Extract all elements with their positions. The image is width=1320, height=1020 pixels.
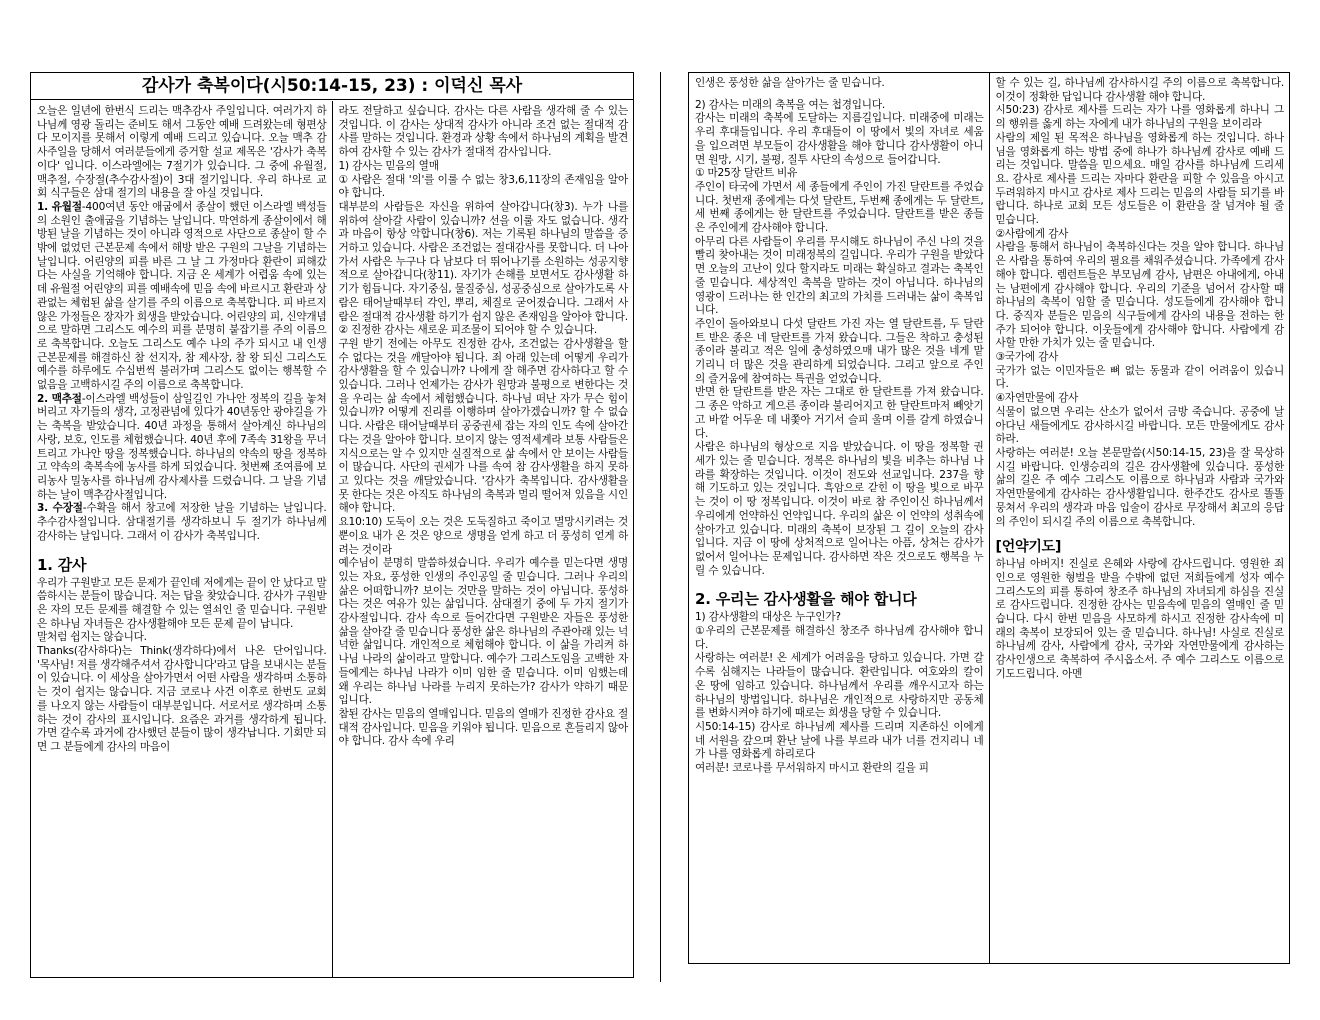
prayer-paragraph: 하나님 아버지! 진실로 은혜와 사랑에 감사드립니다. 영원한 죄인으로 영원한 형벌을 받을 수밖에 없던 저희들에게 성자 예수 그리스도의 피를 통하여 창조주 하나님의 자녀되게 하심을 진실로 감사드립니다. 진정한 감사는 믿음속에 믿음의 열매인 줄 믿습니다. 다시 한번 믿음을 사모하게 하시고 진정한 감사속에 미래의 축복이 보장되어 있는 줄 믿습니다. 하나님! 사실로 진실로 하나님께 감사, 사람에게 감사, 국가와 자연만물에게 감사하는 감사인생으로 축복하여 주시옵소서. 주 예수 그리스도 이름으로 기도드립니다. 아멘 <box>995 558 1284 680</box>
prayer-heading: [언약기도] <box>995 539 1062 556</box>
harvest-feast-label: 2. 맥추절 <box>37 392 82 405</box>
section-heading-1: 1. 감사 <box>37 555 87 574</box>
paragraph: 사랑하는 여러분! 오늘 본문말씀(시50:14-15, 23)을 잘 묵상하시길 바랍니다. 인생승리의 길은 감사생활에 있습니다. 풍성한 삶의 길은 주 예수 그리스도 이름으로 하나님과 사람과 국가와 자연만물에게 감사하는 감사생활입니다. 한주간도 감사로 똘똘 뭉쳐서 우리의 생각과 마음 입술이 감사로 무장해서 최고의 응답의 주인이 되시길 주의 이름으로 축복합니다. <box>995 446 1284 528</box>
page-left <box>30 72 634 978</box>
paragraph: 참된 감사는 믿음의 열매입니다. 믿음의 열매가 진정한 감사요 절대적 감사입니다. 믿음을 키워야 됩니다. 믿음으로 흔들리지 않아야 합니다. 감사 속에 우리 <box>338 707 628 748</box>
right-page-columns <box>689 73 1289 963</box>
scripture-quote: 요10:10) 도둑이 오는 것은 도둑질하고 죽이고 멸망시키려는 것뿐이요 내가 온 것은 양으로 생명을 얻게 하고 더 풍성히 얻게 하려는 것이라 <box>338 516 628 556</box>
paragraph: 사람의 제일 된 목적은 하나님을 영화롭게 하는 것입니다. 하나님을 영화롭게 하는 방법 중에 하나가 하나님께 감사로 예배 드리는 것입니다. 말씀을 믿으세요. 매일 감사를 하나님께 드리세요. 감사로 제사를 드리는 자마다 환란을 피할 수 있음을 아시고 두려워하지 마시고 감사로 제사 드리는 믿음의 사람들 되기를 바랍니다. 하나로 교회 모든 성도들은 이 환란을 잘 넘겨야 될 줄 믿습니다. <box>995 131 1284 227</box>
paragraph: 주인이 돌아와보니 다섯 달란트 가진 자는 열 달란트를, 두 달란트 받은 종은 네 달란트를 가져 왔습니다. 그들은 착하고 충성된 종이라 불리고 적은 일에 충성하였으매 내가 많은 것을 네게 맡기리니 더 많은 것을 관리하게 되었습니다. 그리고 앞으로 주인의 즐거움에 참여하는 특권을 얻었습니다. <box>695 317 984 385</box>
right-page-column-2 <box>989 73 1290 963</box>
scripture-quote: 시50:14-15) 감사로 하나님께 제사를 드리며 지존하신 이에게 네 서원을 갚으며 환난 날에 나를 부르라 내가 너를 건지리니 네가 나를 영화롭게 하리로다 <box>695 720 984 761</box>
passover-paragraph <box>37 201 327 393</box>
paragraph: 감사는 미래의 축복에 도달하는 지름길입니다. 미래중에 미래는 우리 후대들입니다. 우리 후대들이 이 땅에서 빛의 자녀로 세움을 입으려면 부모들이 감사생활을 해야 합니다 감사생활이 아니면 원망, 시기, 불평, 질투 사단의 속성으로 들어갑니다. <box>695 112 984 166</box>
harvest-feast-paragraph <box>37 393 327 503</box>
subheading: 1) 감사는 믿음의 열매 <box>338 159 439 172</box>
paragraph: 구원 받기 전에는 아무도 진정한 감사, 조건없는 감사생활을 할 수 없다는 것을 깨달아야 됩니다. 죄 아래 있는데 어떻게 우리가 감사생활을 할 수 있습니까? 나에게 잘 해주면 감사하다고 할 수 있습니다. 그러나 언제가는 감사가 원망과 불평으로 변한다는 것을 우리는 삶 속에서 체험했습니다. 하나님 떠난 자가 무슨 힘이 있습니까? 어떻게 진리를 이행하며 살아가겠습니까? 할 수 없습니다. 사람은 태어날때부터 공중권세 잡는 자의 인도 속에 살아간다는 것을 알아야 합니다. 보이지 않는 영적세계라 보통 사람들은 지식으로는 알 수 있지만 실질적으로 삶 속에서 안 보이는 사람들이 많습니다. 사단의 권세가 나를 속여 참 감사생활을 하지 못하고 있다는 것을 깨달았습니다. '감사가 축복입니다. 감사생활을 못 한다는 것은 아직도 하나님의 축복과 멀리 떨어져 있음을 시인해야 합니다. <box>338 337 628 515</box>
paragraph: 반면 한 달란트를 받은 자는 그대로 한 달란트를 가져 왔습니다. 그 종은 악하고 게으른 종이라 불리어지고 한 달란트마저 빼앗기고 바깥 어두운 데 내쫓아 거기서 슬피 울며 이를 갈게 하였습니다. <box>695 386 984 440</box>
scripture-quote: 시50:23) 감사로 제사를 드리는 자가 나를 영화롭게 하나니 그의 행위를 옳게 하는 자에게 내가 하나님의 구원을 보이리라 <box>995 104 1284 131</box>
paragraph: 예수님이 분명히 말씀하셨습니다. 우리가 예수를 믿는다면 생명 있는 자요, 풍성한 인생의 주인공일 줄 믿습니다. 그러나 우리의 삶은 어떠합니까? 보이는 것만을 말하는 것이 아닙니다. 풍성하다는 것은 여유가 있는 삶입니다. 삼대절기 중에 두 가지 절기가 감사절입니다. 감사 속으로 들어간다면 구원받은 자들은 풍성한 삶을 살아갈 줄 믿습니다 풍성한 삶은 하나님의 주관아래 있는 넉넉한 삶입니다. 개인적으로 체험해야 합니다. 이 삶을 가리켜 하나님 나라의 삶이라고 말합니다. 예수가 그리스도임을 고백한 자들에게는 하나님 나라가 이미 임한 줄 믿습니다. 이미 임했는데 왜 우리는 하나님 나라를 누리지 못하는가? 감사가 약하기 때문입니다. <box>338 557 628 707</box>
paragraph: 여러분! 코로나를 무서워하지 마시고 환란의 길을 피 <box>695 762 929 775</box>
paragraph: 말처럼 쉽지는 않습니다. <box>37 631 147 644</box>
intro-paragraph: 오늘은 일년에 한번식 드리는 맥추감사 주일입니다. 여러가지 하나님께 영광 돌리는 준비도 해서 그동안 예배 드려왔는데 형편상 다 모이지를 못해서 이렇게 예배 드리고 있습니다. 오늘 맥추 감사주일을 당해서 여러분들에게 증거할 설교 제목은 '감사가 축복이다' 입니다. 이스라엘에는 7절기가 있습니다. 그 중에 유월절, 맥추절, 수장절(추수감사절)이 3대 절기입니다. 우리 하나로 교회 식구들은 삼대 절기의 내용을 잘 아실 것입니다. <box>37 105 327 200</box>
right-page-column-1 <box>689 73 989 963</box>
subheading: ① 마25장 달란트 비유 <box>695 167 798 180</box>
page-divider <box>660 72 661 982</box>
paragraph: 국가가 없는 이민자들은 뼈 없는 동물과 같이 어려움이 있습니다. <box>995 364 1284 391</box>
section-heading-2: 2. 우리는 감사생활을 해야 합니다 <box>695 590 917 609</box>
subheading: 1) 감사생활의 대상은 누구인가? <box>695 611 841 624</box>
paragraph: 아무리 다른 사람들이 우리를 무시해도 하나님이 주신 나의 것을 빨리 찾아내는 것이 미래정복의 길입니다. 우리가 구원을 받았다면 오늘의 고난이 있다 할지라도 미래는 확실하고 결과는 축복인 줄 믿습니다. 세상적인 축복을 말하는 것이 아닙니다. 하나님의 영광이 드러나는 한 인간의 최고의 가치를 드러내는 삶이 축복입니다. <box>695 235 984 317</box>
paragraph: ① 사람은 절대 '의'를 이룰 수 없는 창3,6,11장의 존재임을 알아야 합니다. <box>338 173 628 200</box>
left-page-column-2 <box>332 101 634 977</box>
paragraph: 식물이 없으면 우리는 산소가 없어서 금방 죽습니다. 공중에 날아다닌 새들에게도 감사하시길 바랍니다. 모든 만물에게도 감사하라. <box>995 405 1284 446</box>
paragraph: 할 수 있는 길, 하나님께 감사하시길 주의 이름으로 축복합니다. 이것이 정확한 답입니다 감사생활 해야 합니다. <box>995 77 1284 103</box>
page-right <box>688 72 1290 964</box>
paragraph: 우리가 구원받고 모든 문제가 끝인데 저에게는 끝이 안 났다고 말씀하시는 분들이 많습니다. 저는 답을 찾았습니다. 감사가 구원받은 자의 모든 문제를 해결할 수 있는 열쇠인 줄 믿습니다. 구원받은 하나님 자녀들은 감사생활해야 모든 문제 끝이 납니다. <box>37 576 327 630</box>
ingathering-text: -수확을 해서 창고에 저장한 날을 기념하는 날입니다. 추수감사절입니다. 삼대절기를 생각하보니 두 절기가 하나님께 감사하는 날입니다. 그래서 이 감사가 축복입니다. <box>37 502 327 542</box>
paragraph: 라도 전달하고 싶습니다. 감사는 다른 사람을 생각해 줄 수 있는 것입니다. 이 감사는 상대적 감사가 아니라 조건 없는 절대적 감사를 말하는 것입니다. 환경과 상황 속에서 하나님의 계획을 발견하여 감사할 수 있는 감사가 절대적 감사입니다. <box>338 105 628 159</box>
paragraph: ①우리의 근본문제를 해결하신 창조주 하나님께 감사해야 합니다. <box>695 625 984 651</box>
paragraph: 주인이 타국에 가면서 세 종들에게 주인이 가진 달란트를 주었습니다. 첫번재 종에게는 다섯 달란트, 두번째 종에게는 두 달란트, 세 번째 종에게는 한 달란트를 주었습니다. 달란트를 받은 종들은 주인에게 감사해야 합니다. <box>695 180 984 235</box>
left-page-column-1 <box>31 101 332 977</box>
subheading: ④자연만물에 감사 <box>995 392 1079 405</box>
subheading: ②사람에게 감사 <box>995 227 1069 240</box>
subheading: 2) 감사는 미래의 축복을 여는 첩경입니다. <box>695 98 886 111</box>
paragraph: 사랑하는 여러분! 온 세계가 어려움을 당하고 있습니다. 가면 갈수록 심해지는 나라들이 많습니다. 환란입니다. 여호와의 칼이 온 땅에 임하고 있습니다. 하나님께서 우리를 깨우시고자 하는 하나님의 방법입니다. 하나님은 개인적으로 사랑하지만 공동체를 변화시켜야 하기에 때로는 희생을 당할 수 있습니다. <box>695 652 984 720</box>
paragraph: ② 진정한 감사는 새로운 피조물이 되어야 할 수 있습니다. <box>338 324 598 337</box>
ingathering-label: 3. 수장절 <box>37 502 83 515</box>
passover-label: 1. 유월절 <box>37 200 82 213</box>
subheading: ③국가에 감사 <box>995 351 1059 364</box>
paragraph: 인생은 풍성한 삶을 살아가는 줄 믿습니다. <box>695 77 885 89</box>
passover-text: -400여년 동안 애굽에서 종살이 했던 이스라엘 백성들의 소원인 출애굽을 기념하는 날입니다. 막연하게 종살이에서 해방된 날을 기념하는 것이 아니라 영적으로 사단으로 종살이 할 수 밖에 없었던 근본문제 속에서 해방 받은 구원의 그날을 기념하는 날입니다. 어린양의 피를 바른 그 날 그 가정마다 환란이 피해갔다는 사실을 기억해야 합니다. 지금 온 세계가 어렵움 속에 있는데 유월절 어린양의 피를 예배속에 믿음 속에 바르시고 환란과 상관없는 체험된 삶을 살기를 주의 이름으로 축복합니다. 피 바르지 않은 가정들은 장자가 희생을 받았습니다. 어린양의 피, 신약개념으로 말하면 그리스도 예수의 피를 분명히 붙잡기를 주의 이름으로 축복합니다. 오늘도 그리스도 예수 나의 주가 되시고 내 인생 근본문제를 해결하신 참 선지자, 참 제사장, 참 왕 되신 그리스도 예수를 하루에도 수십번씩 불러가며 그리스도 없이는 행복할 수 없음을 고백하시길 주의 이름으로 축복합니다. <box>37 200 327 392</box>
paragraph: 사람을 통해서 하나님이 축복하신다는 것을 알야 합니다. 하나님은 사람을 통하여 우리의 필요를 채워주셨습니다. 가족에게 감사해야 합니다. 렘런트들은 부모님께 감사, 남편은 아내에게, 아내는 남편에게 감사해야 합니다. 우리의 기준을 넘어서 감사할 때 하나님의 축복이 임할 줄 믿습니다. 성도들에게 감사해야 합니다. 중직자 분들은 믿음의 식구들에게 감사의 내용을 전하는 한 주가 되어야 합니다. 이웃들에게 감사해야 합니다. 사람에게 감사할 만한 가치가 있는 줄 믿습니다. <box>995 241 1284 350</box>
paragraph: Thanks(감사하다)는 Think(생각하다)에서 나온 단어입니다. '목사님! 저를 생각해주셔서 감사합니다'라고 답을 보내시는 분들이 있습니다. 이 세상을 살아가면서 어떤 사람을 생각하며 소통하는 것이 쉽지는 않습니다. 지금 코로나 사건 이후로 한번도 교회를 나오지 않는 사람들이 대부분입니다. 서로서로 생각하며 소통하는 것이 감사의 표시입니다. 요즘은 과거를 생각하게 됩니다. 가면 갈수록 과거에 감사했던 분들이 많이 생각납니다. 기회만 되면 그 분들에게 감사의 마음이 <box>37 645 327 753</box>
paragraph: 사람은 하나님의 형상으로 지음 받았습니다. 이 땅을 정복할 권세가 있는 줄 믿습니다. 정복은 하나님의 빛을 비추는 하나님 나라를 확장하는 것입니다. 이것이 전도와 선교입니다. 237을 향해 기도하고 있는 것입니다. 흑암으로 갇힌 이 땅을 빛으로 바꾸는 것이 이 땅 정복입니다. 이것이 바로 참 주인이신 하나님께서 우리에게 언약하신 언약입니다. 우리의 삶은 이 언약의 성취속에 살아가고 있습니다. 미래의 축복이 보장된 그 길이 오늘의 감사입니다. 지금 이 땅에 상처적으로 일어나는 아픔, 상처는 감사가 없어서 일어나는 문제입니다. 감사하면 작은 것으로도 행복을 누릴 수 있습니다. <box>695 441 984 577</box>
paragraph: 대부분의 사람들은 자신을 위하여 살아갑니다(창3). 누가 나를 위하여 살아갈 사람이 있습니까? 선을 이룰 자도 없습니다. 생각과 마음이 항상 악합니다(창6). 저는 기록된 하나님의 말씀을 증거하고 있습니다. 사람은 조건없는 절대감사를 못합니다. 더 나아가서 사람은 누구나 다 남보다 더 뛰어나기를 소원하는 성공지향적으로 살아갑니다(창11). 자기가 손해를 보면서도 감사생활 하기가 힘듭니다. 자기중심, 물질중심, 성공중심으로 살아가도록 사람은 태어날때부터 각인, 뿌리, 체질로 굳어졌습니다. 그래서 사람은 절대적 감사생활 하기가 쉽지 않은 존재임을 알아야 합니다. <box>338 200 628 323</box>
harvest-feast-text: -이스라엘 백성들이 삼일길인 가나안 정복의 길을 놓쳐 버리고 자기들의 생각, 고정관념에 있다가 40년동안 광야길을 가는 축복을 받았습니다. 40년 과정을 통해서 살아계신 하나님의 사랑, 보호, 인도를 체험했습니다. 40년 후에 7족속 31왕을 무너트리고 가나안 땅을 정복했습니다. 하나님의 약속의 땅을 정복하고 약속의 축복속에 농사를 하게 되었습니다. 첫번째 조여름에 보리농사 밀농사를 하나님께 감사제사를 드렸습니다. 그 날을 기념하는 날이 맥추감사절입니다. <box>37 392 327 501</box>
left-page-columns <box>31 101 633 977</box>
sermon-title: 감사가 축복이다(시50:14-15, 23) : 이덕신 목사 <box>31 73 633 100</box>
ingathering-paragraph <box>37 502 327 543</box>
